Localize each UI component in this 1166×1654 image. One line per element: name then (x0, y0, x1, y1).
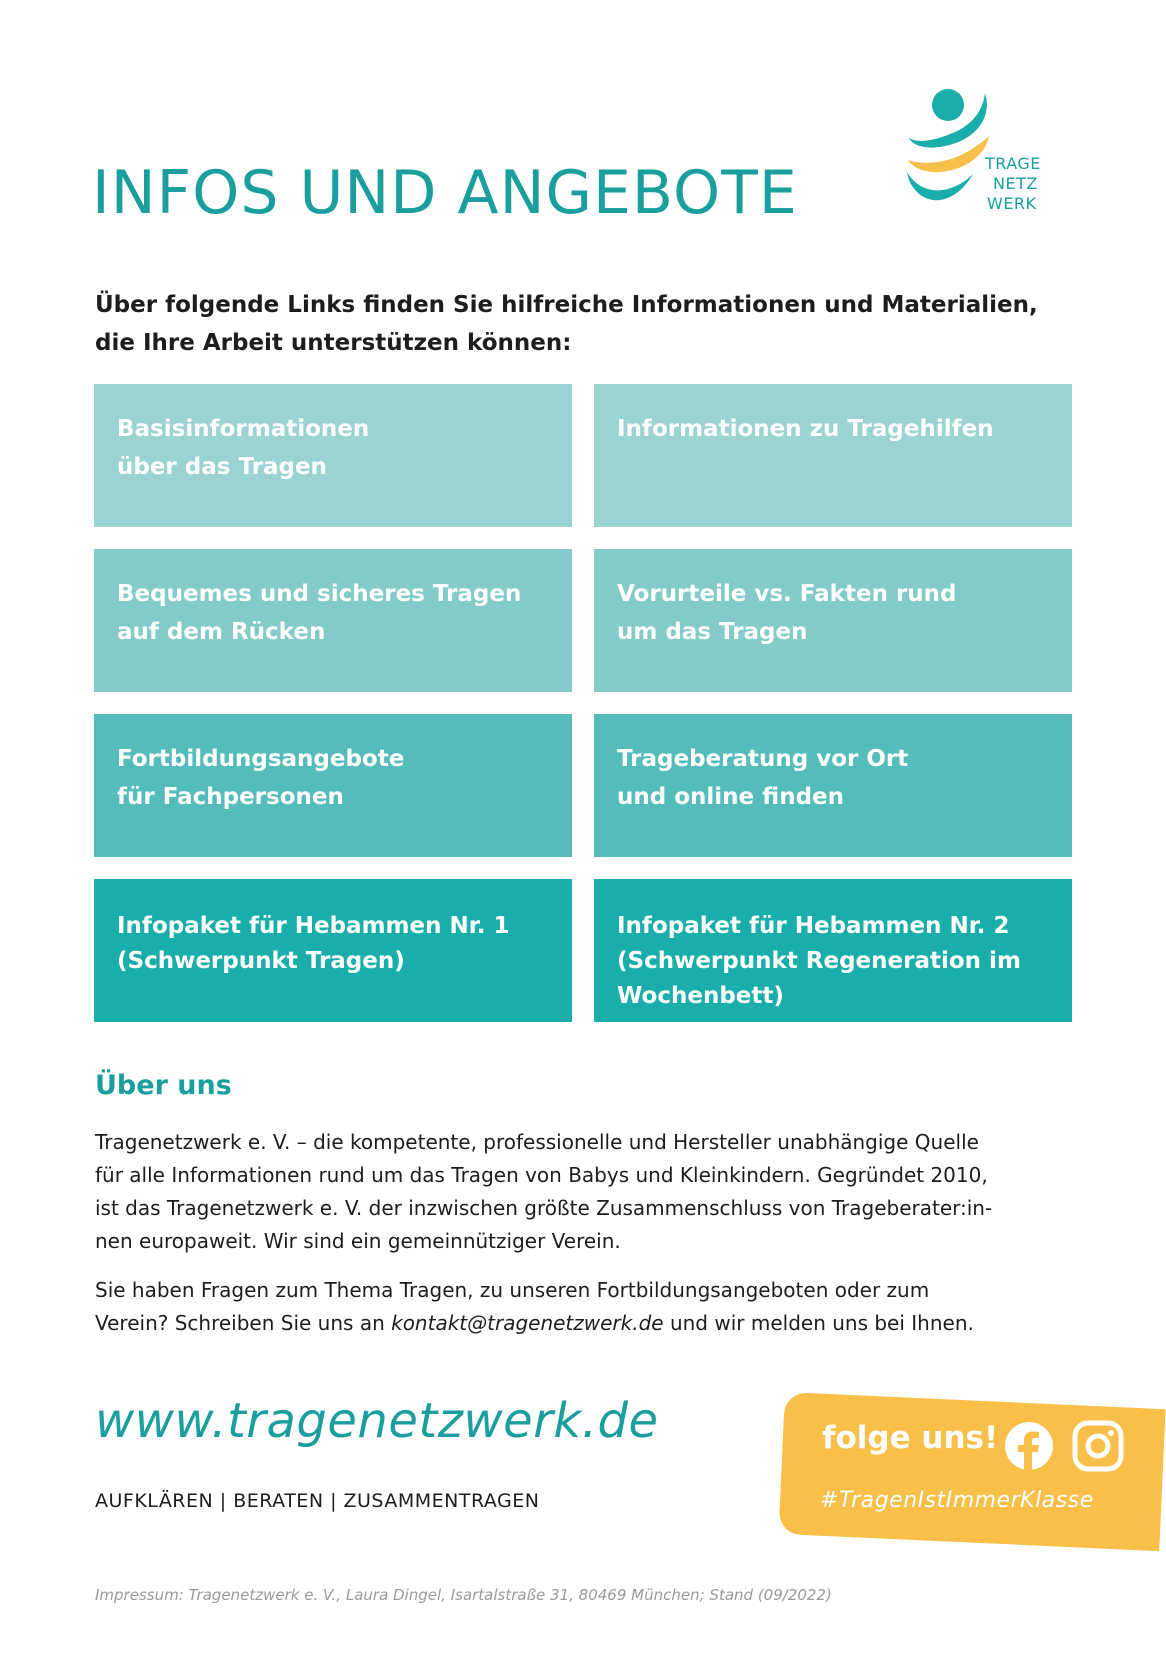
tile-label: Vorurteile vs. Fakten rund um das Tragen (617, 581, 957, 645)
tile-label: Trageberatung vor Ort und online finden (617, 746, 909, 810)
contact-paragraph (95, 1274, 1085, 1340)
logo-line-trage: TRAGE (985, 154, 1041, 173)
email-link[interactable]: kontakt@tragenetzwerk.de (391, 1311, 664, 1335)
follow-us-label: folge uns! (822, 1420, 999, 1456)
intro-line-2: die Ihre Arbeit unterstützen können: (95, 330, 572, 356)
link-tile-infopaket-2[interactable] (594, 879, 1072, 1022)
tile-label: Informationen zu Tragehilfen (617, 416, 994, 442)
page-title: INFOS UND ANGEBOTE (92, 158, 798, 228)
about-line-4: nen europaweit. Wir sind ein gemeinnütziger Verein. (95, 1229, 621, 1253)
instagram-icon[interactable] (1072, 1420, 1124, 1472)
contact-line-2-end: und wir melden uns bei Ihnen. (663, 1311, 974, 1335)
link-tile-trageberatung[interactable] (594, 714, 1072, 857)
logo-line-werk: WERK (987, 194, 1037, 213)
tile-label: Fortbildungsangebote für Fachpersonen (117, 746, 405, 810)
about-line-1: Tragenetzwerk e. V. – die kompetente, professionelle und Hersteller unabhängige Quelle (95, 1130, 979, 1154)
facebook-icon[interactable] (1003, 1420, 1055, 1472)
logo-wordmark (985, 154, 1041, 214)
link-tile-ruecken-tragen[interactable] (94, 549, 572, 692)
tile-label: Basisinformationen über das Tragen (117, 416, 370, 480)
tile-label: Infopaket für Hebammen Nr. 2 (Schwerpunkt Regeneration im Wochenbett) (617, 913, 1021, 1009)
intro-text (95, 286, 1095, 362)
link-tile-fortbildungsangebote[interactable] (94, 714, 572, 857)
link-tile-vorurteile-fakten[interactable] (594, 549, 1072, 692)
website-link[interactable]: www.tragenetzwerk.de (95, 1393, 659, 1449)
about-paragraph (95, 1126, 1085, 1258)
contact-line-1: Sie haben Fragen zum Thema Tragen, zu unseren Fortbildungsangeboten oder zum (95, 1278, 930, 1302)
hashtag: #TragenIstImmerKlasse (820, 1488, 1094, 1513)
link-tile-infopaket-1[interactable] (94, 879, 572, 1022)
about-heading: Über uns (95, 1070, 232, 1101)
impressum: Impressum: Tragenetzwerk e. V., Laura Dingel, Isartalstraße 31, 80469 München; Stand (09/2022) (95, 1586, 832, 1604)
tile-label: Bequemes und sicheres Tragen auf dem Rücken (117, 581, 522, 645)
link-tile-basisinformationen[interactable] (94, 384, 572, 527)
about-line-2: für alle Informationen rund um das Tragen von Babys und Kleinkindern. Gegründet 2010, (95, 1163, 988, 1187)
contact-line-2-start: Verein? Schreiben Sie uns an (95, 1311, 392, 1335)
logo-line-netz: NETZ (993, 174, 1038, 193)
tile-label: Infopaket für Hebammen Nr. 1 (Schwerpunkt Tragen) (117, 913, 510, 974)
tagline: AUFKLÄREN | BERATEN | ZUSAMMENTRAGEN (95, 1490, 540, 1512)
link-tile-tragehilfen[interactable] (594, 384, 1072, 527)
intro-line-1: Über folgende Links finden Sie hilfreiche Informationen und Materialien, (95, 292, 1038, 318)
about-line-3: ist das Tragenetzwerk e. V. der inzwischen größte Zusammenschluss von Trageberater:in- (95, 1196, 993, 1220)
